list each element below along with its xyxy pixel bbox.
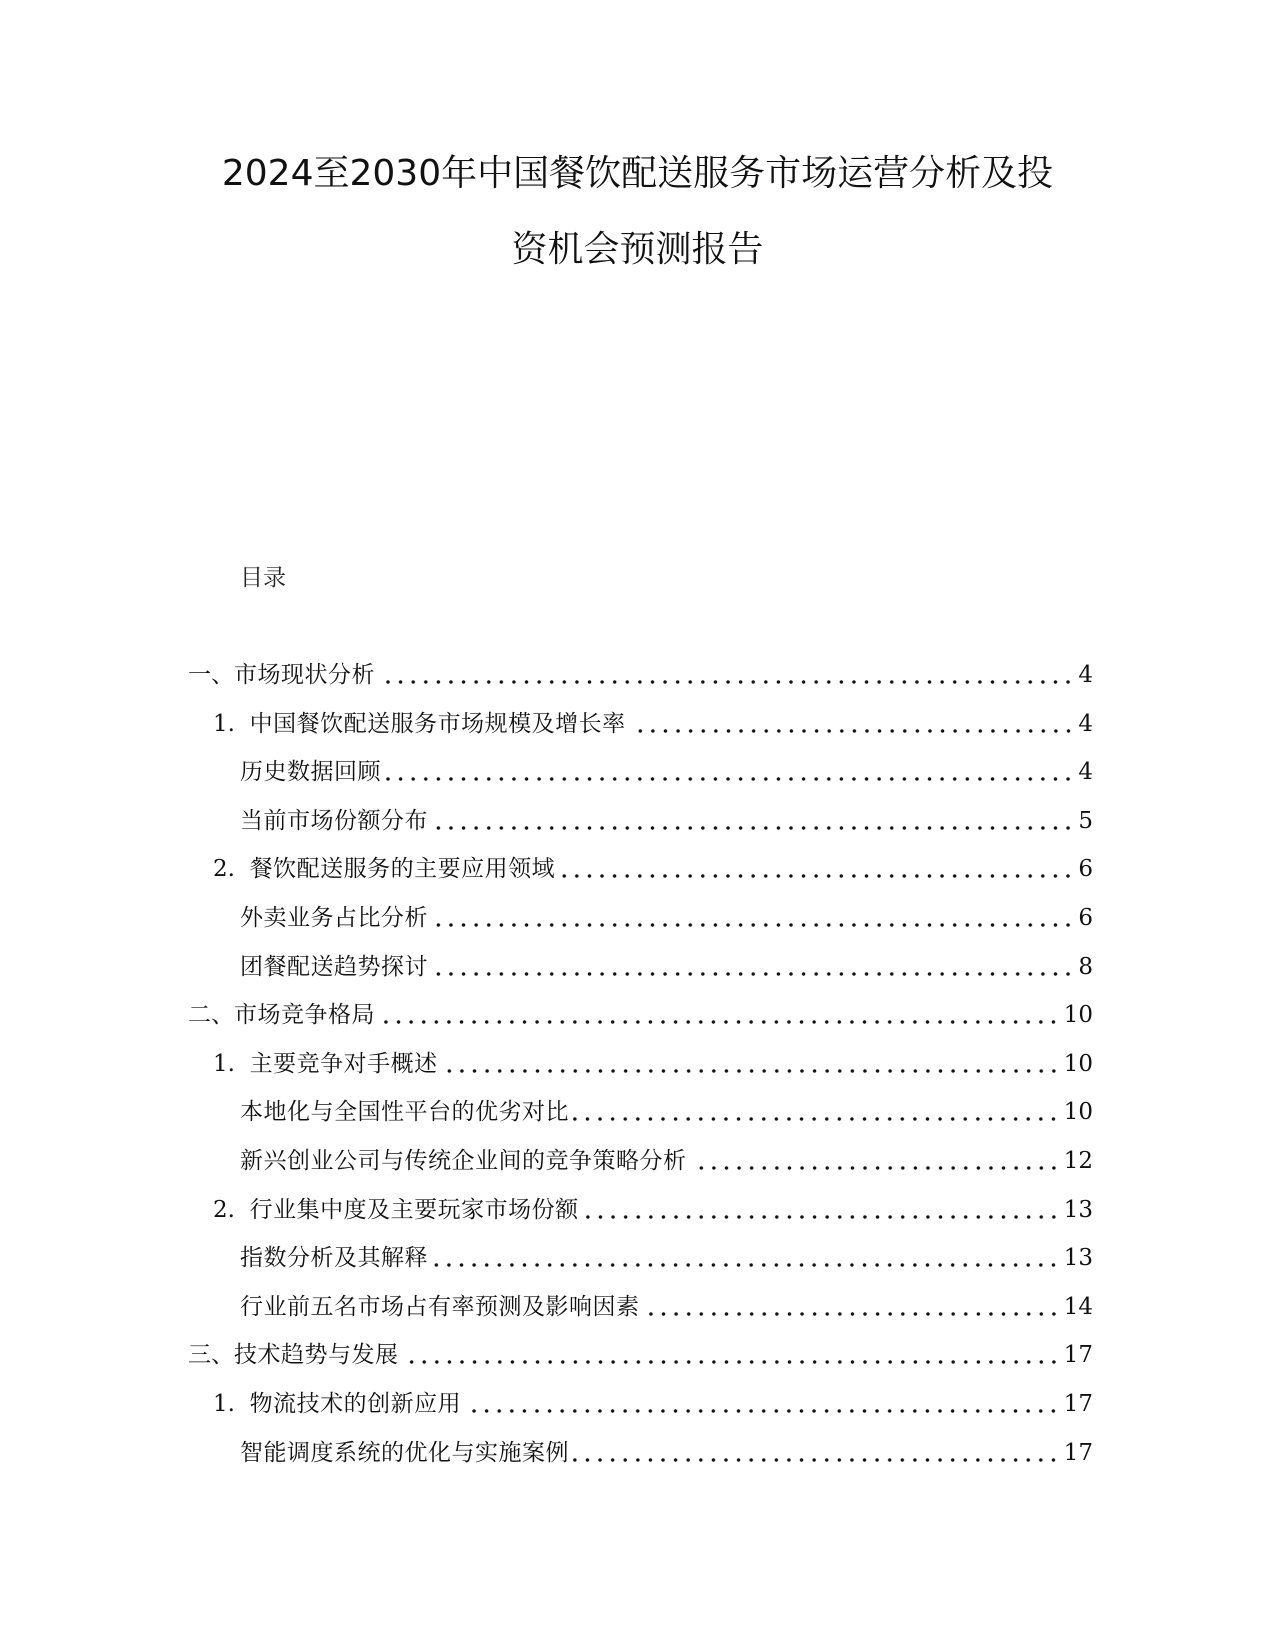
dot-leader bbox=[644, 1311, 1060, 1317]
toc-entry-text: 本地化与全国性平台的优劣对比 bbox=[240, 1099, 569, 1126]
toc-entry-text: 物流技术的创新应用 bbox=[249, 1391, 462, 1417]
toc-entry[interactable] bbox=[213, 1386, 1093, 1422]
dot-leader bbox=[583, 1214, 1060, 1220]
toc-entry[interactable] bbox=[240, 1094, 1093, 1130]
toc-entry-text: 行业集中度及主要玩家市场份额 bbox=[249, 1196, 579, 1223]
toc-entry[interactable] bbox=[188, 657, 1093, 693]
toc-entry[interactable] bbox=[240, 949, 1093, 985]
dot-leader bbox=[379, 1019, 1060, 1025]
toc-entry-text: 指数分析及其解释 bbox=[240, 1245, 428, 1272]
toc-entry[interactable] bbox=[188, 997, 1093, 1033]
toc-entry[interactable] bbox=[240, 803, 1093, 839]
toc-entry[interactable] bbox=[240, 1143, 1093, 1179]
toc-entry-page: 4 bbox=[1078, 759, 1093, 786]
document-title-line-2: 资机会预测报告 bbox=[511, 229, 764, 270]
toc-entry-number: 一、 bbox=[188, 662, 234, 688]
toc-entry-page: 14 bbox=[1063, 1293, 1093, 1320]
dot-leader bbox=[442, 1068, 1060, 1074]
toc-entry[interactable] bbox=[213, 706, 1093, 742]
toc-entry-page: 6 bbox=[1078, 856, 1093, 883]
toc-entry-number: 1. bbox=[213, 1391, 250, 1417]
toc-entry-page: 17 bbox=[1063, 1391, 1093, 1417]
dot-leader bbox=[432, 825, 1074, 831]
dot-leader bbox=[573, 1457, 1060, 1463]
document-title-line-1: 2024至2030年中国餐饮配送服务市场运营分析及投 bbox=[221, 153, 1054, 194]
toc-entry-page: 17 bbox=[1063, 1342, 1093, 1369]
toc-entry-page: 10 bbox=[1063, 1002, 1093, 1029]
dot-leader bbox=[379, 679, 1074, 685]
toc-entry-text: 行业前五名市场占有率预测及影响因素 bbox=[240, 1293, 640, 1320]
dot-leader bbox=[432, 971, 1074, 977]
toc-entry-text: 团餐配送趋势探讨 bbox=[240, 953, 428, 980]
dot-leader bbox=[385, 776, 1074, 782]
toc-entry-number: 三、 bbox=[188, 1342, 234, 1369]
toc-entry-page: 13 bbox=[1063, 1196, 1093, 1223]
toc-entry-text: 新兴创业公司与传统企业间的竞争策略分析 bbox=[240, 1148, 687, 1174]
toc-entry-page: 4 bbox=[1078, 710, 1093, 737]
toc-entry-text: 外卖业务占比分析 bbox=[240, 905, 428, 931]
toc-entry-number: 2. bbox=[213, 856, 250, 883]
toc-entry-page: 8 bbox=[1078, 953, 1093, 980]
toc-entry-text: 当前市场份额分布 bbox=[240, 807, 428, 834]
toc-entry[interactable] bbox=[213, 1192, 1093, 1228]
toc-entry-number: 1. bbox=[213, 710, 250, 737]
toc-entry-text: 市场现状分析 bbox=[234, 662, 375, 688]
toc-entry-text: 餐饮配送服务的主要应用领域 bbox=[249, 856, 556, 883]
toc-entry-page: 10 bbox=[1063, 1050, 1093, 1077]
toc-entry[interactable] bbox=[213, 1046, 1093, 1082]
toc-entry-number: 二、 bbox=[188, 1002, 234, 1029]
toc-entry-text: 智能调度系统的优化与实施案例 bbox=[240, 1439, 569, 1466]
toc-entry-page: 17 bbox=[1063, 1439, 1093, 1466]
toc-entry-page: 12 bbox=[1063, 1148, 1093, 1174]
dot-leader bbox=[691, 1165, 1060, 1171]
toc-entry-page: 4 bbox=[1078, 662, 1093, 688]
toc-entry-text: 市场竞争格局 bbox=[234, 1002, 375, 1029]
dot-leader bbox=[573, 1116, 1060, 1122]
toc-entry-text: 主要竞争对手概述 bbox=[249, 1050, 438, 1077]
toc-entry[interactable] bbox=[213, 851, 1093, 887]
toc-entry-text: 中国餐饮配送服务市场规模及增长率 bbox=[249, 710, 626, 737]
toc-entry[interactable] bbox=[240, 1435, 1093, 1471]
dot-leader bbox=[630, 728, 1075, 734]
toc-entry-number: 1. bbox=[213, 1050, 250, 1077]
toc-heading: 目录 bbox=[240, 565, 286, 591]
toc-entry-text: 技术趋势与发展 bbox=[234, 1342, 399, 1369]
dot-leader bbox=[465, 1408, 1060, 1414]
toc-entry-page: 10 bbox=[1063, 1099, 1093, 1126]
dot-leader bbox=[432, 922, 1074, 928]
toc-entry-page: 5 bbox=[1078, 807, 1093, 834]
toc-entry[interactable] bbox=[240, 754, 1093, 790]
toc-entry-number: 2. bbox=[213, 1196, 250, 1223]
toc-entry-page: 13 bbox=[1063, 1245, 1093, 1272]
toc-entry[interactable] bbox=[188, 1337, 1093, 1373]
dot-leader bbox=[432, 1262, 1060, 1268]
toc-entry[interactable] bbox=[240, 900, 1093, 936]
toc-entry[interactable] bbox=[240, 1240, 1093, 1276]
toc-entry-page: 6 bbox=[1078, 905, 1093, 931]
dot-leader bbox=[559, 873, 1074, 879]
toc-entry-text: 历史数据回顾 bbox=[240, 759, 381, 786]
toc-entry[interactable] bbox=[240, 1289, 1093, 1325]
dot-leader bbox=[403, 1359, 1060, 1365]
